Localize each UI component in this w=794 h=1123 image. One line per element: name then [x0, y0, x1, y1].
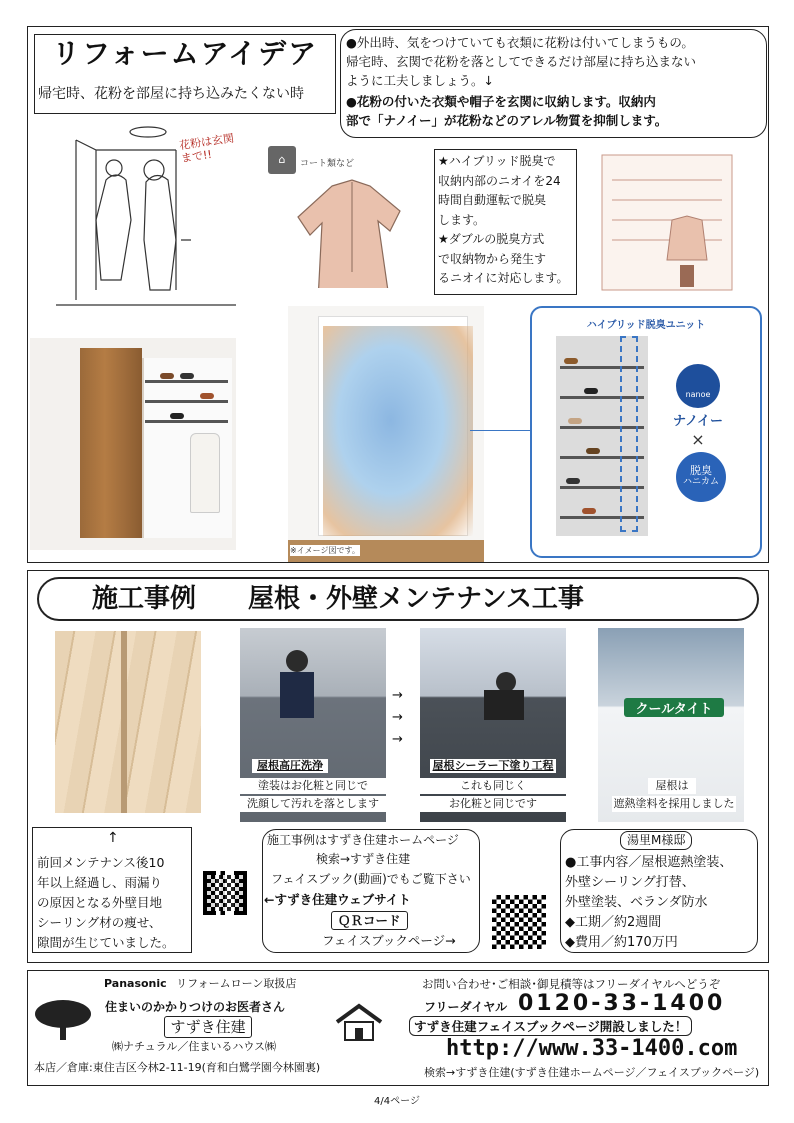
roof-washing-caption-title: 屋根高圧洗浄 [252, 759, 328, 773]
up-arrow: ↑ [107, 830, 119, 846]
step-arrow: → [392, 732, 403, 747]
nanoe-closet-photo [288, 306, 484, 562]
note-line: シーリング材の痩せ、 [37, 915, 162, 930]
shoe-closet-photo [30, 338, 236, 550]
closet-illustration [592, 150, 742, 300]
info-line-1: ●外出時、気をつけていても衣類に花粉は付いてしまうもの。 [346, 35, 694, 50]
panasonic-brand: Panasonic [104, 977, 167, 990]
deodor-line2: ハニカム [682, 477, 719, 487]
hybrid-note [438, 152, 578, 289]
hybrid-note-line: 収納内部のニオイを24 [438, 173, 561, 188]
sub-companies: ㈱ナチュラル／住まいるハウス㈱ [112, 1040, 277, 1053]
freedial-label: フリーダイヤル [424, 1000, 508, 1014]
contact-info: お問い合わせ･ご相談･御見積等はフリーダイヤルへどうぞ [422, 977, 721, 991]
center-note-l4: ←すずき住建ウェブサイト [264, 892, 411, 907]
wall-sealing-photo [55, 631, 201, 813]
qr-code-label: ＱＲコード [331, 911, 408, 930]
image-note: ※イメージ図です。 [290, 546, 360, 555]
hybrid-note-line: 時間自動運転で脱臭 [438, 193, 547, 207]
house-logo-icon [333, 1002, 385, 1044]
project-l2: 外壁シーリング打替、 [565, 875, 695, 890]
illustration-speech: 花粉は玄関まで!! [178, 131, 235, 166]
nanoe-en: nanoe [685, 390, 711, 399]
roof-sealer-caption-l2: お化粧と同じです [420, 796, 566, 812]
coat-badge-icon: ⌂ [268, 146, 296, 174]
nanoe-logo-icon [676, 364, 720, 408]
center-note-l1: 施工事例はすずき住建ホームページ [267, 833, 459, 847]
note-line: 年以上経過し、雨漏り [37, 875, 163, 890]
coat-illustration [292, 178, 410, 288]
nanoe-jp: ナノイー [673, 414, 723, 429]
footer-tagline: 住まいのかかりつけのお医者さん [105, 1000, 286, 1014]
footer-brand-line [104, 976, 296, 991]
deodor-line1: 脱臭 [690, 464, 712, 477]
center-note-l2: 検索→すずき住建 [316, 852, 411, 866]
tree-logo-icon [32, 996, 94, 1042]
facebook-qr-code[interactable] [490, 893, 548, 951]
page-number: 4/4ページ [374, 1096, 420, 1107]
search-hint: 検索→すずき住建(すずき住建ホームページ／フェイスブックページ) [424, 1066, 760, 1079]
can-label: クールタイト [624, 698, 724, 717]
info-line-2: 帰宅時、玄関で花粉を落としてできるだけ部屋に持ち込まない [346, 54, 697, 69]
info-line-3: ように工夫しましょう。↓ [346, 73, 494, 88]
roof-washing-caption-l2: 洗顔して汚れを落とします [240, 796, 386, 812]
roof-sealer-caption-l1: これも同じく [420, 778, 566, 794]
hybrid-note-line: ★ハイブリッド脱臭で [438, 154, 556, 168]
hybrid-note-line: します。 [438, 212, 486, 227]
reform-idea-title: リフォームアイデア [52, 37, 319, 70]
previous-maintenance-note [37, 853, 193, 953]
project-title: 湯里M様邸 [620, 831, 692, 850]
times-symbol: × [691, 430, 705, 449]
note-line: の原因となる外壁目地 [37, 895, 163, 910]
construction-title: 施工事例 屋根・外壁メンテナンス工事 [92, 584, 584, 614]
connector-line [470, 430, 532, 431]
note-line: 隙間が生じていました。 [37, 935, 175, 950]
reform-idea-subtitle: 帰宅時、花粉を部屋に持ち込みたくない時 [38, 86, 304, 102]
project-l4: ◆工期／約2週間 [565, 915, 662, 930]
roof-sealer-caption-title: 屋根シーラー下塗り工程 [430, 759, 556, 773]
project-l3: 外壁塗装、ベランダ防水 [565, 895, 708, 910]
hybrid-note-line: るニオイに対応します。 [438, 271, 569, 285]
hybrid-note-line: で収納物から発生す [438, 251, 547, 266]
website-qr-code[interactable] [203, 871, 247, 915]
company-name: すずき住建 [164, 1016, 252, 1038]
hybrid-note-line: ★ダブルの脱臭方式 [438, 232, 545, 246]
phone-number[interactable]: 0120-33-1400 [518, 991, 726, 1016]
website-url[interactable]: http://www.33-1400.com [446, 1036, 738, 1061]
step-arrow: → [392, 710, 403, 725]
center-note-l3: フェイスブック(動画)でもご覧下さい [271, 872, 471, 886]
project-l1: ●工事内容／屋根遮熱塗装、 [565, 855, 733, 870]
info-line-4: ●花粉の付いた衣類や帽子を玄関に収納します。収納内 [346, 94, 656, 109]
info-line-5: 部で「ナノイー」が花粉などのアレル物質を抑制します。 [346, 113, 668, 128]
facebook-notice: すずき住建フェイスブックページ開設しました！ [409, 1016, 692, 1036]
loan-label: リフォームローン取扱店 [176, 977, 297, 990]
coat-label: コート類など [300, 159, 355, 169]
note-line: 前回メンテナンス後10 [37, 855, 165, 870]
shoe-rack-photo [556, 336, 648, 536]
center-note-l6: フェイスブックページ→ [322, 933, 456, 948]
project-l5: ◆費用／約170万円 [565, 935, 678, 950]
roof-washing-caption-l1: 塗装はお化粧と同じで [240, 778, 386, 794]
hybrid-unit-title: ハイブリッド脱臭ユニット [586, 320, 706, 331]
paint-caption-l2: 遮熱塗料を採用しました [613, 797, 735, 810]
step-arrow: → [392, 688, 403, 703]
deodor-honeycomb-icon [676, 452, 726, 502]
address: 本店／倉庫:東住吉区今林2-11-19(育和白鷺学園今林園裏) [34, 1061, 321, 1074]
paint-caption-l1: 屋根は [648, 778, 696, 794]
